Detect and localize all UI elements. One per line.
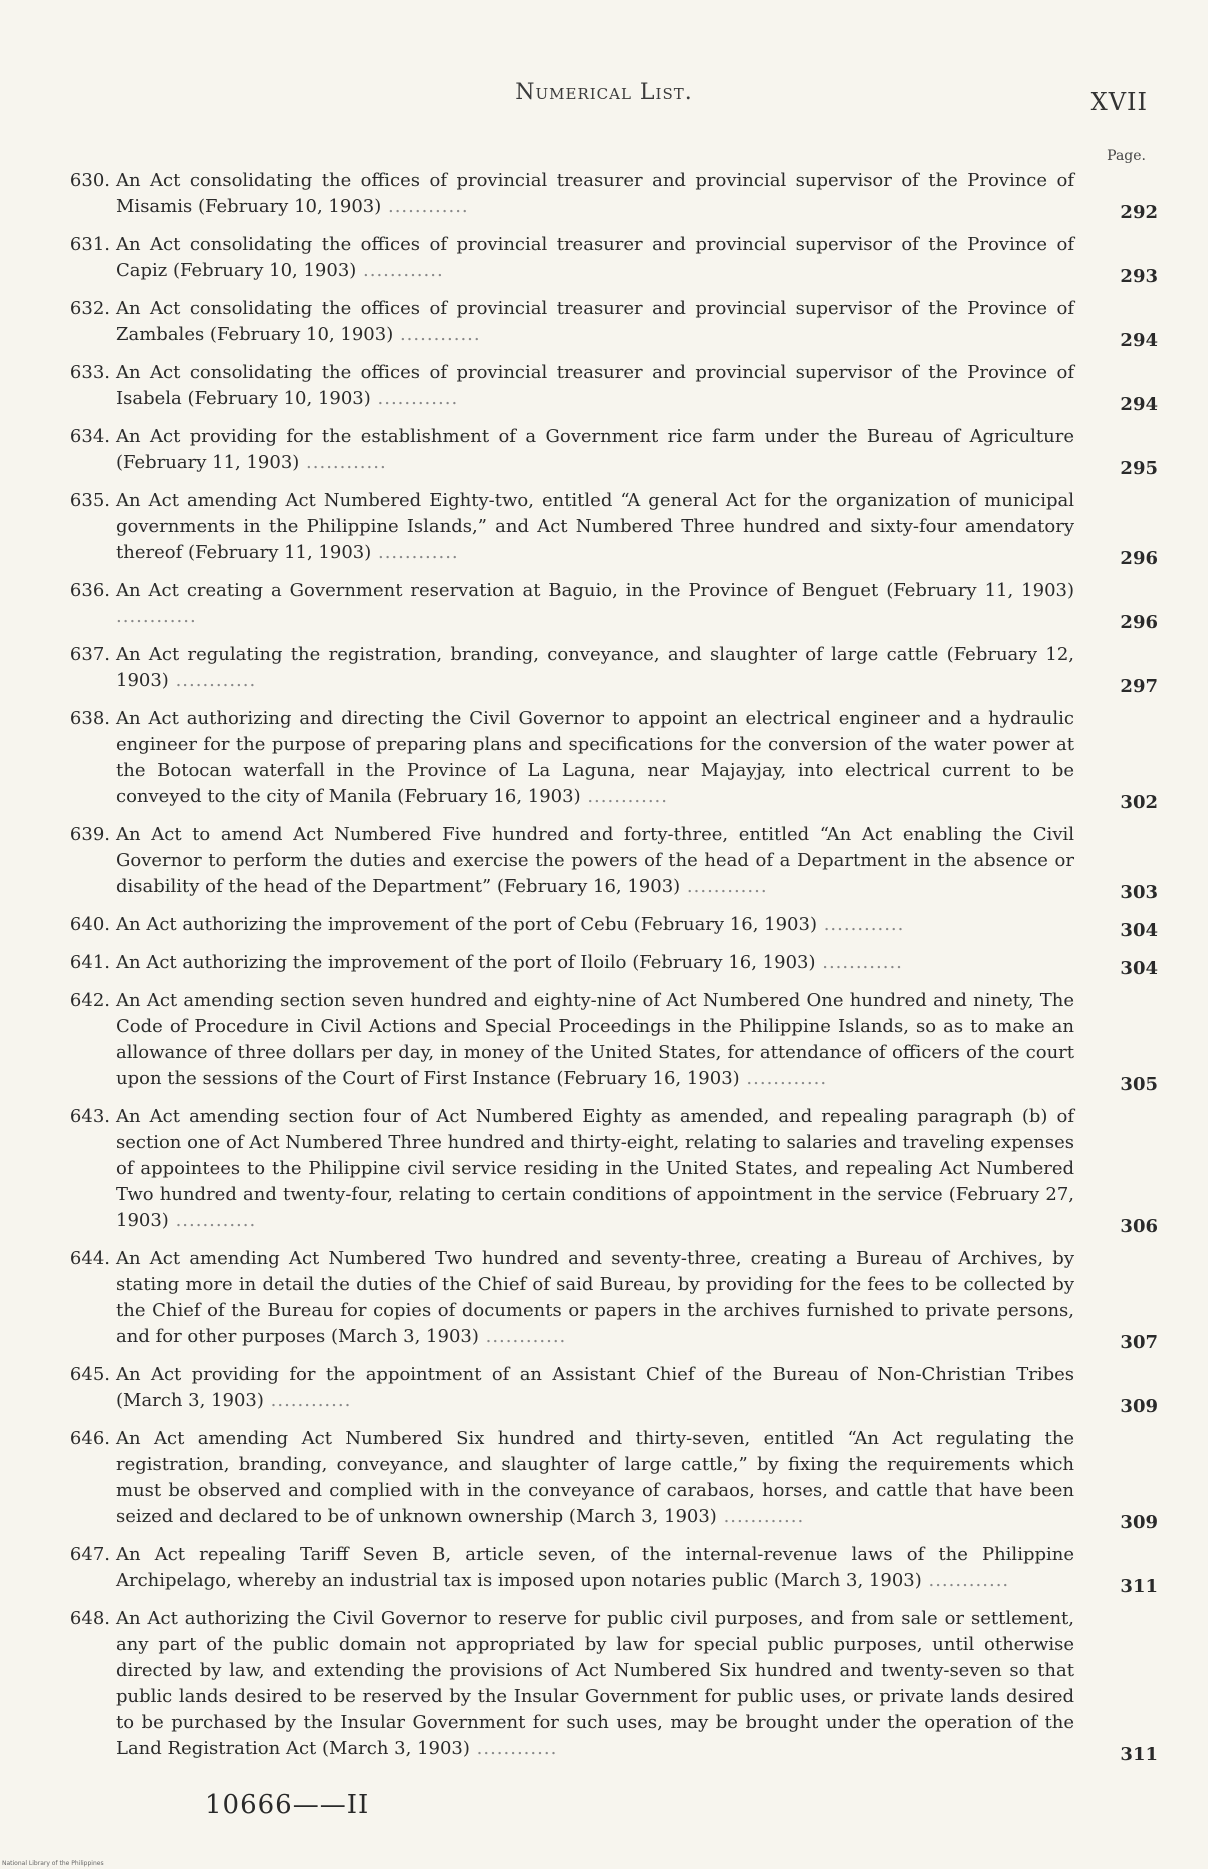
entry-text: [116, 1426, 1158, 1533]
entry-page-number: 309: [1120, 1512, 1158, 1533]
leader-dots: ............: [370, 388, 459, 409]
footer-signature: 10666——II: [205, 1790, 370, 1820]
leader-dots: ............: [356, 260, 444, 281]
entry-number: 646.: [69, 1428, 110, 1449]
entry-text: [116, 1606, 1158, 1765]
entry-text: [116, 1104, 1158, 1237]
leader-dots: ............: [116, 606, 197, 627]
entry-number: 633.: [69, 362, 110, 383]
list-item: [58, 424, 1158, 479]
leader-dots: ............: [680, 876, 768, 897]
leader-dots: ............: [371, 542, 459, 563]
list-item: [58, 578, 1158, 633]
entry-number: 631.: [69, 234, 110, 255]
leader-dots: ............: [815, 952, 903, 973]
entry-number: 636.: [69, 580, 110, 601]
list-item: [58, 822, 1158, 903]
entry-description: An Act amending section four of Act Numbered Eighty as amended, and repealing paragraph (b) of section one of Act Numbered Three hundred and thirty-eight, relating to salaries and traveling expenses of appointees to the Philippine civil service residing in the United States, and repealing Act Numbered Two hundred and twenty-four, relating to certain conditions of appointment in the service (February 27, 1903): [116, 1106, 1074, 1231]
entry-page-number: 311: [1120, 1744, 1158, 1765]
entry-page-number: 304: [1120, 920, 1158, 941]
entry-text: [116, 912, 1158, 941]
entry-page-number: 297: [1120, 676, 1158, 697]
entry-page-number: 306: [1120, 1216, 1158, 1237]
page-column-label: Page.: [1107, 148, 1146, 164]
list-item: [58, 1426, 1158, 1533]
entry-description: An Act authorizing the improvement of the port of Iloilo (February 16, 1903): [116, 952, 816, 973]
entry-page-number: 311: [1120, 1576, 1158, 1597]
entry-number: 637.: [69, 644, 110, 665]
list-item: [58, 296, 1158, 351]
list-item: [58, 232, 1158, 287]
entry-description: An Act repealing Tariff Seven B, article seven, of the internal-revenue laws of the Philippine Archipelago, whereby an industrial tax is imposed upon notaries public (March 3, 1903): [116, 1544, 1074, 1591]
entry-text: [116, 1362, 1158, 1417]
entry-description: An Act creating a Government reservation at Baguio, in the Province of Benguet (February 11, 1903): [116, 580, 1074, 601]
entry-text: [116, 1246, 1158, 1353]
entry-description: An Act consolidating the offices of provincial treasurer and provincial supervisor of the Province of Isabela (February 10, 1903): [116, 362, 1074, 409]
leader-dots: ............: [816, 914, 905, 935]
entry-description: An Act consolidating the offices of provincial treasurer and provincial supervisor of the Province of Misamis (February 10, 1903): [116, 170, 1074, 217]
entry-description: An Act authorizing and directing the Civil Governor to appoint an electrical engineer and a hydraulic engineer for the purpose of preparing plans and specifications for the conversion of the water power at the Botocan waterfall in the Province of La Laguna, near Majayjay, into electrical current to be conveyed to the city of Manila (February 16, 1903): [116, 708, 1074, 807]
entry-number: 643.: [69, 1106, 110, 1127]
list-item: [58, 488, 1158, 569]
list-item: [58, 1362, 1158, 1417]
entry-number: 642.: [69, 990, 110, 1011]
entry-description: An Act regulating the registration, branding, conveyance, and slaughter of large cattle (February 12, 1903): [116, 644, 1074, 691]
entry-number: 647.: [69, 1544, 110, 1565]
list-item: [58, 950, 1158, 979]
footer-credit: National Library of the Philippines: [2, 1860, 104, 1867]
leader-dots: ............: [168, 670, 257, 691]
entry-description: An Act consolidating the offices of provincial treasurer and provincial supervisor of the Province of Capiz (February 10, 1903): [116, 234, 1074, 281]
entry-page-number: 294: [1120, 394, 1158, 415]
entry-text: [116, 296, 1158, 351]
leader-dots: ............: [716, 1506, 805, 1527]
entry-description: An Act providing for the establishment of a Government rice farm under the Bureau of Agriculture (February 11, 1903): [116, 426, 1074, 473]
page-roman-numeral: XVII: [1090, 88, 1148, 116]
entry-description: An Act providing for the appointment of an Assistant Chief of the Bureau of Non-Christian Tribes (March 3, 1903): [116, 1364, 1074, 1411]
entry-page-number: 309: [1120, 1396, 1158, 1417]
page-title: Numerical List.: [515, 80, 693, 105]
leader-dots: ............: [381, 196, 469, 217]
entry-text: [116, 424, 1158, 479]
list-item: [58, 1246, 1158, 1353]
entry-description: An Act amending Act Numbered Two hundred and seventy-three, creating a Bureau of Archives, by stating more in detail the duties of the Chief of said Bureau, by providing for the fees to be collected by the Chief of the Bureau for copies of documents or papers in the archives furnished to private persons, and for other purposes (March 3, 1903): [116, 1248, 1074, 1347]
entry-text: [116, 706, 1158, 813]
entry-page-number: 296: [1120, 612, 1158, 633]
entry-number: 635.: [69, 490, 110, 511]
leader-dots: ............: [478, 1326, 567, 1347]
entry-number: 645.: [69, 1364, 110, 1385]
entry-text: [116, 488, 1158, 569]
entry-page-number: 296: [1120, 548, 1158, 569]
entry-description: An Act amending Act Numbered Six hundred and thirty-seven, entitled “An Act regulating the registration, branding, conveyance, and slaughter of large cattle,” by fixing the requirements which must be observed and complied with in the conveyance of carabaos, horses, and cattle that have been seized and declared to be of unknown ownership (March 3, 1903): [116, 1428, 1074, 1527]
entry-page-number: 303: [1120, 882, 1158, 903]
list-item: [58, 1606, 1158, 1765]
entry-list: [58, 168, 1158, 1774]
entry-description: An Act authorizing the Civil Governor to reserve for public civil purposes, and from sale or settlement, any part of the public domain not appropriated by law for special public purposes, until otherwise directed by law, and extending the provisions of Act Numbered Six hundred and twenty-seven so that public lands desired to be reserved by the Insular Government for public uses, or private lands desired to be purchased by the Insular Government for such uses, may be brought under the operation of the Land Registration Act (March 3, 1903): [116, 1608, 1074, 1759]
entry-number: 638.: [69, 708, 110, 729]
entry-text: [116, 578, 1158, 633]
entry-page-number: 294: [1120, 330, 1158, 351]
list-item: [58, 1104, 1158, 1237]
entry-number: 639.: [69, 824, 110, 845]
leader-dots: ............: [263, 1390, 352, 1411]
entry-number: 634.: [69, 426, 110, 447]
list-item: [58, 168, 1158, 223]
leader-dots: ............: [739, 1068, 828, 1089]
leader-dots: ............: [580, 786, 668, 807]
list-item: [58, 360, 1158, 415]
entry-number: 644.: [69, 1248, 110, 1269]
entry-text: [116, 950, 1158, 979]
entry-text: [116, 232, 1158, 287]
entry-text: [116, 642, 1158, 697]
entry-text: [116, 822, 1158, 903]
entry-description: An Act authorizing the improvement of the port of Cebu (February 16, 1903): [116, 914, 817, 935]
entry-page-number: 293: [1120, 266, 1158, 287]
entry-page-number: 302: [1120, 792, 1158, 813]
entry-number: 641.: [69, 952, 110, 973]
entry-number: 630.: [69, 170, 110, 191]
entry-number: 632.: [69, 298, 110, 319]
entry-description: An Act amending section seven hundred and eighty-nine of Act Numbered One hundred and ninety, The Code of Procedure in Civil Actions and Special Proceedings in the Philippine Islands, so as to make an allowance of three dollars per day, in money of the United States, for attendance of officers of the court upon the sessions of the Court of First Instance (February 16, 1903): [116, 990, 1074, 1089]
entry-number: 640.: [69, 914, 110, 935]
entry-text: [116, 1542, 1158, 1597]
leader-dots: ............: [168, 1210, 257, 1231]
entry-page-number: 307: [1120, 1332, 1158, 1353]
entry-page-number: 304: [1120, 958, 1158, 979]
entry-text: [116, 988, 1158, 1095]
entry-page-number: 305: [1120, 1074, 1158, 1095]
leader-dots: ............: [921, 1570, 1010, 1591]
entry-description: An Act amending Act Numbered Eighty-two, entitled “A general Act for the organization of municipal governments in the Philippine Islands,” and Act Numbered Three hundred and sixty-four amendatory thereof (February 11, 1903): [116, 490, 1074, 563]
leader-dots: ............: [299, 452, 387, 473]
entry-number: 648.: [69, 1608, 110, 1629]
entry-page-number: 295: [1120, 458, 1158, 479]
entry-page-number: 292: [1120, 202, 1158, 223]
entry-description: An Act consolidating the offices of provincial treasurer and provincial supervisor of the Province of Zambales (February 10, 1903): [116, 298, 1074, 345]
list-item: [58, 1542, 1158, 1597]
list-item: [58, 706, 1158, 813]
leader-dots: ............: [469, 1738, 558, 1759]
entry-text: [116, 360, 1158, 415]
entry-description: An Act to amend Act Numbered Five hundred and forty-three, entitled “An Act enabling the Civil Governor to perform the duties and exercise the powers of the head of a Department in the absence or disability of the head of the Department” (February 16, 1903): [116, 824, 1074, 897]
leader-dots: ............: [393, 324, 481, 345]
list-item: [58, 912, 1158, 941]
list-item: [58, 988, 1158, 1095]
entry-text: [116, 168, 1158, 223]
list-item: [58, 642, 1158, 697]
